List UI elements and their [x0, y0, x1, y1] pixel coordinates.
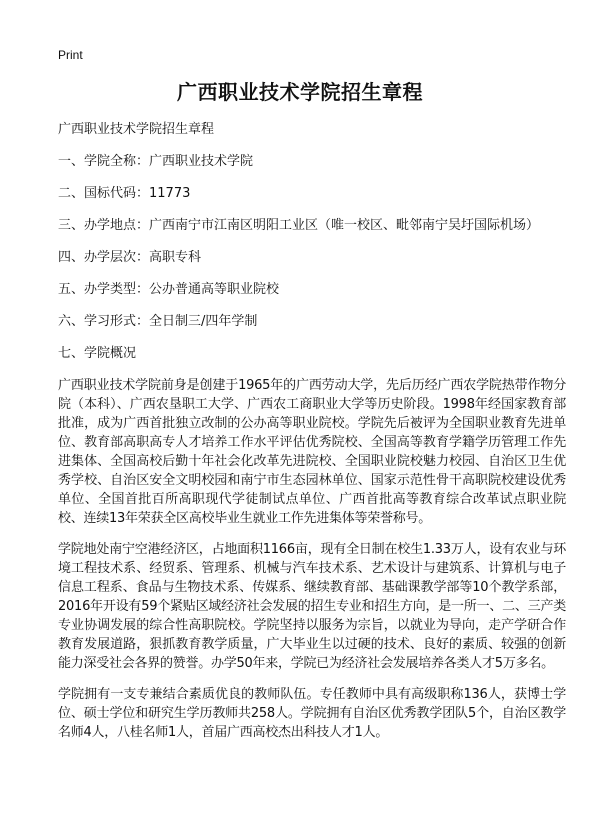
- item-overview-heading: 七、学院概况: [58, 346, 137, 361]
- item-type: 五、办学类型：公办普通高等职业院校: [58, 282, 280, 297]
- document-subtitle: 广西职业技术学院招生章程: [58, 122, 215, 137]
- item-study-form: 六、学习形式：全日制三/四年学制: [58, 314, 258, 329]
- paragraph-faculty: 学院拥有一支专兼结合素质优良的教师队伍。专任教师中具有高级职称136人，获博士学位、硕士学位和研究生学历教师共258人。学院拥有自治区优秀教学团队5个，自治区教学名师4人，八桂名师1人，首届广西高校杰出科技人才1人。: [58, 687, 566, 740]
- item-location: 三、办学地点：广西南宁市江南区明阳工业区（唯一校区、毗邻南宁吴圩国际机场）: [58, 218, 540, 233]
- page-title: 广西职业技术学院招生章程: [177, 80, 423, 104]
- print-label[interactable]: Print: [58, 48, 83, 62]
- item-code: 二、国标代码：11773: [58, 186, 191, 201]
- document-body: [58, 120, 566, 754]
- paragraph-campus: 学院地处南宁空港经济区，占地面积1166亩，现有全日制在校生1.33万人，设有农业与环境工程技术系、经贸系、管理系、机械与汽车技术系、艺术设计与建筑系、计算机与电子信息工程系、食品与生物技术系、传媒系、继续教育部、基础课教学部等10个教学系部，2016年开设有59个紧贴区域经济社会发展的招生专业和招生方向，是一所一、二、三产类专业协调发展的综合性高职院校。学院坚持以服务为宗旨，以就业为导向，走产学研合作教育发展道路，狠抓教育教学质量，广大毕业生以过硬的技术、良好的素质、较强的创新能力深受社会各界的赞誉。办学50年来，学院已为经济社会发展培养各类人才5万多名。: [58, 542, 566, 671]
- item-level: 四、办学层次：高职专科: [58, 250, 202, 265]
- paragraph-history: 广西职业技术学院前身是创建于1965年的广西劳动大学，先后历经广西农学院热带作物分院（本科）、广西农垦职工大学、广西农工商职业大学等历史阶段。1998年经国家教育部批准，成为广西首批独立改制的公办高等职业院校。学院先后被评为全国职业教育先进单位、教育部高职高专人才培养工作水平评估优秀院校、全国高等教育学籍学历管理工作先进集体、全国高校后勤十年社会化改革先进院校、全国职业院校魅力校园、自治区卫生优秀学校、自治区安全文明校园和南宁市生态园林单位、国家示范性骨干高职院校建设优秀单位、全国首批百所高职现代学徒制试点单位、广西首批高等教育综合改革试点职业院校、连续13年荣获全区高校毕业生就业工作先进集体等荣誉称号。: [58, 378, 566, 526]
- item-full-name: 一、学院全称：广西职业技术学院: [58, 154, 254, 169]
